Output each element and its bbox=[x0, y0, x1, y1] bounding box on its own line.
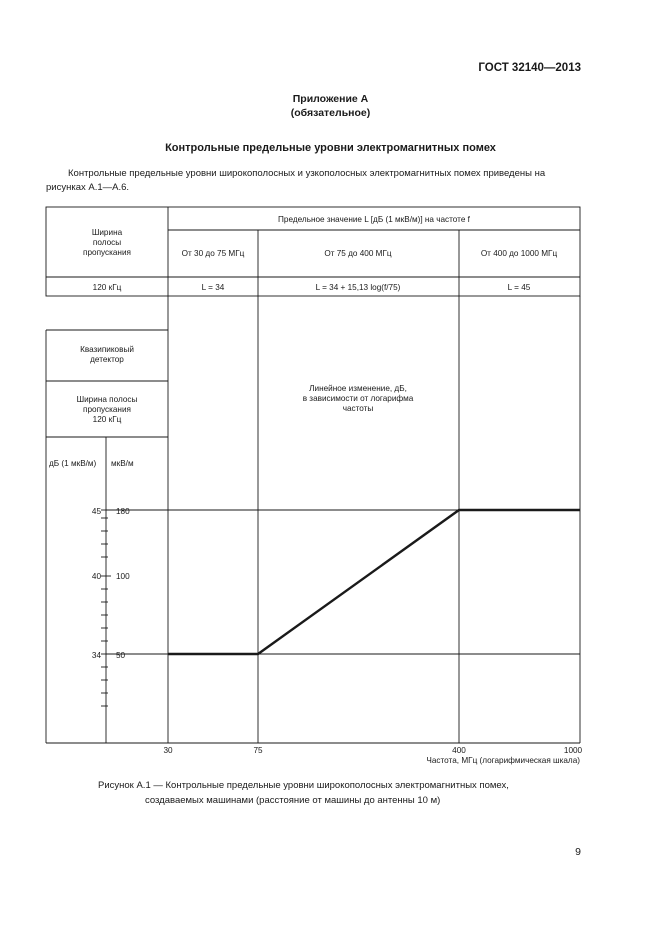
unit-uv-label: мкВ/м bbox=[111, 459, 134, 468]
bandwidth-header-line: полосы bbox=[92, 238, 122, 247]
range-3: От 400 до 1000 МГц bbox=[480, 249, 558, 258]
unit-db-label: дБ (1 мкВ/м) bbox=[49, 459, 97, 468]
formula-1: L = 34 bbox=[201, 283, 225, 292]
x-label: 75 bbox=[253, 746, 263, 755]
x-label: 400 bbox=[452, 746, 466, 755]
annotation-line: частоты bbox=[342, 404, 374, 413]
y-label-uv: 100 bbox=[116, 572, 130, 581]
annotation-line: в зависимости от логарифма bbox=[302, 394, 414, 403]
y-label-db: 45 bbox=[91, 507, 101, 516]
detector-type-line: Квазипиковый bbox=[80, 345, 134, 354]
annex-status: (обязательное) bbox=[290, 107, 371, 119]
range-1: От 30 до 75 МГц bbox=[181, 249, 245, 258]
standard-number: ГОСТ 32140—2013 bbox=[478, 62, 581, 74]
range-2: От 75 до 400 МГц bbox=[324, 249, 392, 258]
y-label-db: 40 bbox=[91, 572, 101, 581]
y-label-uv: 180 bbox=[116, 507, 130, 516]
limit-header: Предельное значение L [дБ (1 мкВ/м)] на частоте f bbox=[278, 215, 470, 224]
annotation-line: Линейное изменение, дБ, bbox=[309, 384, 407, 393]
bandwidth-header-line: пропускания bbox=[83, 248, 131, 257]
section-title: Контрольные предельные уровни электромагнитных помех bbox=[165, 142, 496, 154]
detector-bandwidth-line: 120 кГц bbox=[92, 415, 122, 424]
figure-caption-line1: Рисунок А.1 — Контрольные предельные уровни широкополосных электромагнитных помех, bbox=[98, 780, 509, 791]
table-grid bbox=[46, 207, 580, 743]
table-text bbox=[77, 215, 558, 424]
detector-bandwidth-line: Ширина полосы bbox=[76, 395, 138, 404]
bandwidth-header-line: Ширина bbox=[91, 228, 123, 237]
formula-3: L = 45 bbox=[507, 283, 531, 292]
detector-bandwidth-line: пропускания bbox=[83, 405, 131, 414]
bandwidth-value: 120 кГц bbox=[92, 283, 122, 292]
x-axis-title: Частота, МГц (логарифмическая шкала) bbox=[426, 756, 580, 765]
detector-type-line: детектор bbox=[90, 355, 124, 364]
formula-2: L = 34 + 15,13 log(f/75) bbox=[315, 283, 401, 292]
figure-caption-line2: создаваемых машинами (расстояние от машины до антенны 10 м) bbox=[145, 795, 441, 806]
y-label-uv: 50 bbox=[116, 651, 126, 660]
x-label: 30 bbox=[163, 746, 173, 755]
y-label-db: 34 bbox=[91, 651, 101, 660]
x-label: 1000 bbox=[563, 746, 583, 755]
intro-paragraph: Контрольные предельные уровни широкополосных и узкополосных электромагнитных помех приведены на рисунках А.1—А.6. bbox=[46, 168, 546, 193]
page-number: 9 bbox=[575, 846, 581, 858]
annex-title: Приложение А bbox=[292, 93, 369, 105]
limit-line bbox=[168, 510, 580, 654]
